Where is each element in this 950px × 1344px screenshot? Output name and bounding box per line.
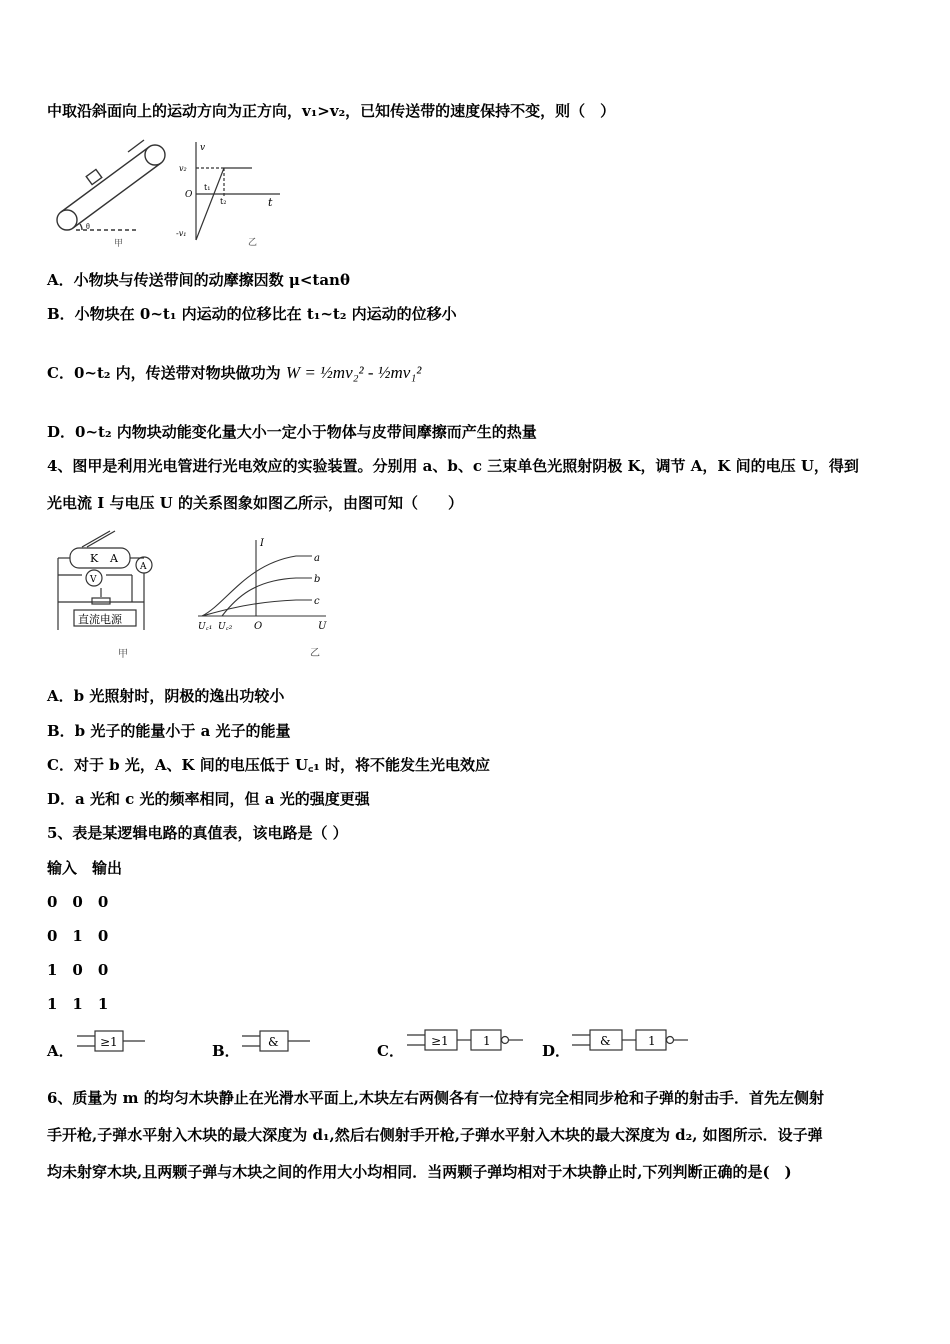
anode-a-label: A xyxy=(110,552,118,565)
gate-c-symbol-1: ≥1 xyxy=(431,1034,449,1048)
q4-option-a[interactable]: A．b 光照射时，阴极的逸出功较小 xyxy=(47,687,285,705)
fig-jia-caption-q4: 甲 xyxy=(118,649,128,660)
gate-d-symbol-2: 1 xyxy=(648,1034,656,1048)
fig-yi-caption-q4: 乙 xyxy=(310,648,320,659)
gate-d-symbol-1: & xyxy=(600,1034,611,1048)
uc1-label: U꜀₁ xyxy=(198,622,213,632)
v-axis-label: v xyxy=(200,143,206,153)
ammeter-label: A xyxy=(140,562,147,572)
gate-a-symbol: ≥1 xyxy=(100,1035,118,1049)
q5-option-c[interactable]: C． xyxy=(377,1042,404,1060)
t-axis-label: t xyxy=(268,196,273,209)
q3-option-d[interactable]: D．0~t₂ 内物块动能变化量大小一定小于物体与皮带间摩擦而产生的热量 xyxy=(47,423,537,441)
curve-b-label: b xyxy=(314,574,321,585)
nor-gate-icon xyxy=(405,1026,525,1054)
q4-stem-line1: 4、图甲是利用光电管进行光电效应的实验装置。分别用 a、b、c 三束单色光照射阴极 K，调节 A，K 间的电压 U，得到 xyxy=(47,457,859,475)
v2-label: v₂ xyxy=(179,164,187,173)
u-axis-label: U xyxy=(318,621,327,632)
t2-label: t₂ xyxy=(220,197,227,206)
q4-circuit-figure xyxy=(52,530,162,662)
work-formula: W = ½mv₂² - ½mv₁² xyxy=(285,363,422,382)
q4-option-d[interactable]: D．a 光和 c 光的频率相同，但 a 光的强度更强 xyxy=(47,790,370,808)
voltmeter-label: V xyxy=(90,575,97,585)
or-gate-icon xyxy=(75,1028,147,1054)
t1-label: t₁ xyxy=(204,183,211,192)
q3-option-c[interactable] xyxy=(47,363,421,383)
curve-a-label: a xyxy=(314,553,320,564)
q6-stem-line1: 6、质量为 m 的均匀木块静止在光滑水平面上,木块左右两侧各有一位持有完全相同步枪和子弹的射击手．首先左侧射 xyxy=(47,1089,824,1107)
origin-label-q4: O xyxy=(254,621,263,632)
q3-option-b[interactable]: B．小物块在 0~t₁ 内运动的位移比在 t₁~t₂ 内运动的位移小 xyxy=(47,305,457,323)
q3-figure-jia xyxy=(52,138,172,250)
truth-table-header: 输入 输出 xyxy=(47,859,123,877)
dc-source-label: 直流电源 xyxy=(78,613,122,626)
fig-jia-caption: 甲 xyxy=(114,239,124,249)
q4-option-b[interactable]: B．b 光子的能量小于 a 光子的能量 xyxy=(47,722,291,740)
q3-option-a[interactable]: A．小物块与传送带间的动摩擦因数 μ<tanθ xyxy=(47,271,350,289)
q4-iu-graph xyxy=(196,534,336,662)
truth-table-row: 1 0 0 xyxy=(47,961,109,979)
q3-option-c-text: C．0~t₂ 内，传送带对物块做功为 xyxy=(47,364,281,382)
q3-stem-tail: 中取沿斜面向上的运动方向为正方向，v₁>v₂，已知传送带的速度保持不变，则（ ） xyxy=(47,102,616,120)
cathode-k-label: K xyxy=(90,552,99,565)
q3-figure-yi xyxy=(176,140,286,252)
i-axis-label: I xyxy=(260,538,264,549)
truth-table-row: 0 0 0 xyxy=(47,893,109,911)
q4-stem-line2: 光电流 I 与电压 U 的关系图象如图乙所示，由图可知（ ） xyxy=(47,494,463,512)
theta-label: θ xyxy=(86,222,90,231)
curve-c-label: c xyxy=(314,596,320,607)
fig-yi-caption: 乙 xyxy=(248,238,258,248)
q4-option-c[interactable]: C．对于 b 光，A、K 间的电压低于 U꜀₁ 时，将不能发生光电效应 xyxy=(47,756,491,774)
q5-option-d[interactable]: D． xyxy=(542,1042,571,1060)
q5-option-a[interactable]: A． xyxy=(47,1042,74,1060)
q6-stem-line2: 手开枪,子弹水平射入木块的最大深度为 d₁,然后右侧射手开枪,子弹水平射入木块的最大深度为 d₂, 如图所示．设子弹 xyxy=(47,1126,823,1144)
gate-c-symbol-2: 1 xyxy=(483,1034,491,1048)
gate-b-symbol: & xyxy=(268,1035,279,1049)
truth-table-row: 1 1 1 xyxy=(47,995,109,1013)
truth-table-row: 0 1 0 xyxy=(47,927,109,945)
nand-gate-icon xyxy=(570,1026,690,1054)
and-gate-icon xyxy=(240,1028,312,1054)
q5-option-b[interactable]: B． xyxy=(212,1042,240,1060)
neg-v1-label: -v₁ xyxy=(176,229,187,238)
q6-stem-line3: 均未射穿木块,且两颗子弹与木块之间的作用大小均相同．当两颗子弹均相对于木块静止时,下列判断正确的是( ) xyxy=(47,1163,792,1181)
q5-stem: 5、表是某逻辑电路的真值表，该电路是（ ） xyxy=(47,824,348,842)
uc2-label: U꜀₂ xyxy=(218,622,233,632)
origin-label: O xyxy=(185,190,193,200)
